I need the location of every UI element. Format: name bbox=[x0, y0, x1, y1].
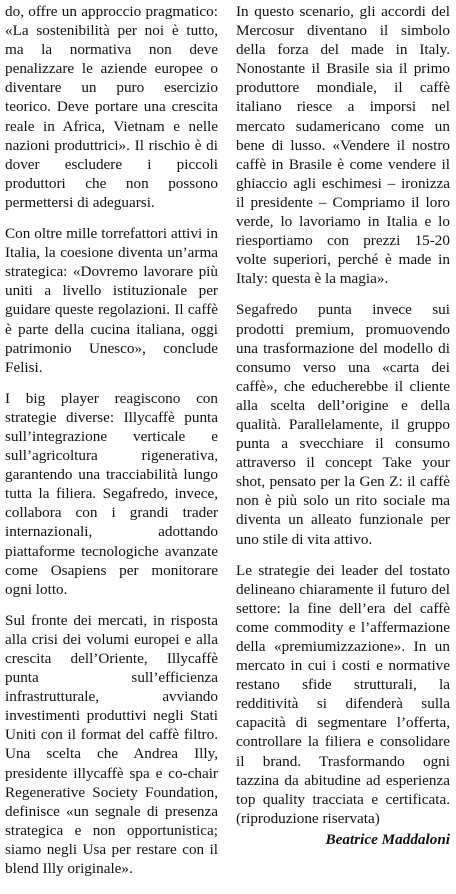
paragraph: Con oltre mille torrefattori attivi in Italia, la coesione diventa un’arma strategica: «Dovremo lavorare più uniti a livello istituzionale per guidare queste regolazioni. Il caffè è parte della cucina italiana, oggi patrimonio Unesco», conclude Felisi. bbox=[5, 225, 218, 376]
paragraph: Sul fronte dei mercati, in risposta alla crisi dei volumi europei e alla crescita dell’Oriente, Illycaffè punta sull’efficienza infrastrutturale, avviando investimenti produttivi negli Stati Uniti con il format del caffè filtro. Una scelta che Andrea Illy, presidente illycaffè spa e co-chair Regenerative Society Foundation, definisce «un segnale di presenza strategica e non opportunistica; siamo negli Usa per restare con il blend Illy originale». bbox=[5, 611, 218, 878]
article-column-left bbox=[5, 2, 218, 878]
paragraph: In questo scenario, gli accordi del Mercosur diventano il simbolo della forza del made in Italy. Nonostante il Brasile sia il primo produttore mondiale, il caffè italiano riesce a imporsi nel mercato sudamericano come un bene di lusso. «Vendere il nostro caffè in Brasile è come vendere il ghiaccio agli eschimesi – ironizza il presidente – Compriamo il loro verde, lo lavoriamo in Italia e lo riesportiamo con prezzi 15-20 volte superiori, perché è made in Italy: questa è la magia». bbox=[236, 3, 450, 288]
author-signature: Beatrice Maddaloni bbox=[325, 830, 450, 848]
paragraph: I big player reagiscono con strategie diverse: Illycaffè punta sull’integrazione verticale e sull’agricoltura rigenerativa, garantendo una tracciabilità lungo tutta la filiera. Segafredo, invece, collabora con i grandi trader internazionali, adottando piattaforme tecnologiche avanzate come Osapiens per monitorare ogni lotto. bbox=[5, 389, 218, 598]
paragraph: Segafredo punta invece sui prodotti premium, promuovendo una trasformazione del modello di consumo verso una «carta dei caffè», che educherebbe il cliente alla scelta dell’origine e della qualità. Parallelamente, il gruppo punta a svecchiare il consumo attraverso il concept Take your shot, pensato per la Gen Z: il caffè non è più solo un rito sociale ma diventa un alleato funzionale per uno stile di vita attivo. bbox=[236, 301, 450, 548]
paragraph: Le strategie dei leader del tostato delineano chiaramente il futuro del settore: la fine dell’era del caffè come commodity e l’affermazione della «premiumizzazione». In un mercato in cui i costi e normative restano sfide strutturali, la redditività si difenderà sulla capacità di segmentare l’offerta, controllare la filiera e consolidare il brand. Trasformando ogni tazzina da abitudine ad esperienza top quality tracciata e certificata. (riproduzione riservata) bbox=[236, 561, 450, 827]
article-column-right bbox=[236, 2, 450, 849]
paragraph: do, offre un approccio pragmatico: «La sostenibilità per noi è tutto, ma la normativa non deve penalizzare le aziende europee o diventare un puro esercizio teorico. Deve portare una crescita reale in Africa, Vietnam e nelle nazioni produttrici». Il rischio è di dover escludere i piccoli produttori che non possono permettersi di adeguarsi. bbox=[5, 3, 218, 211]
